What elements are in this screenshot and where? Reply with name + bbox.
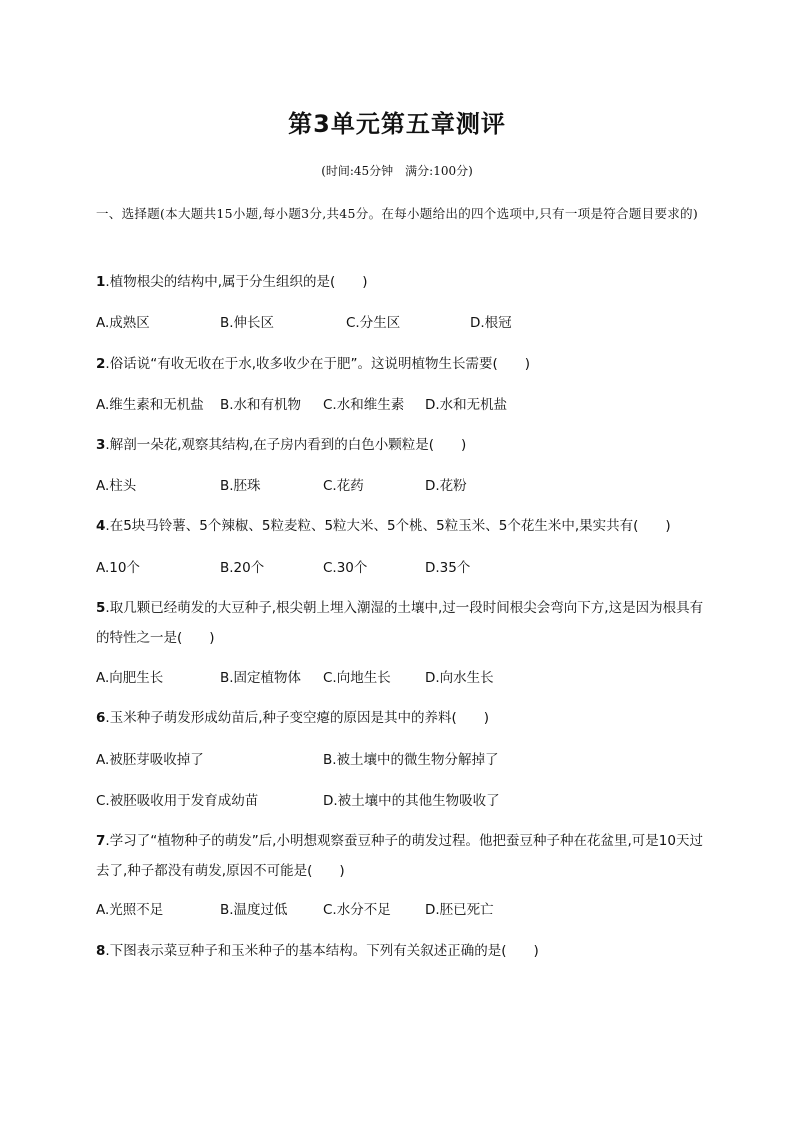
- option-a: A.柱头: [96, 478, 137, 494]
- option-b: B.伸长区: [220, 315, 275, 331]
- question-text: .玉米种子萌发形成幼苗后,种子变空瘪的原因是其中的养料( ): [105, 710, 490, 726]
- option-c: C.水分不足: [323, 902, 391, 918]
- question-number: 5: [96, 600, 106, 616]
- option-b: B.固定植物体: [220, 670, 302, 686]
- question-text: .解剖一朵花,观察其结构,在子房内看到的白色小颗粒是( ): [105, 437, 467, 453]
- question-number: 6: [96, 710, 106, 726]
- section-heading: 一、选择题(本大题共15小题,每小题3分,共45分。在每小题给出的四个选项中,只有一项是符合题目要求的): [96, 206, 699, 221]
- question-number: 2: [96, 356, 106, 372]
- question-text: .学习了“植物种子的萌发”后,小明想观察蚕豆种子的萌发过程。他把蚕豆种子种在花盆里,可是10天过去了,种子都没有萌发,原因不可能是( ): [96, 833, 703, 879]
- option-d: D.花粉: [425, 478, 467, 494]
- question-1: [96, 267, 706, 297]
- question-text: .取几颗已经萌发的大豆种子,根尖朝上埋入潮湿的土壤中,过一段时间根尖会弯向下方,这是因为根具有的特性之一是( ): [96, 600, 704, 646]
- question-4: [96, 511, 706, 541]
- option-b: B.胚珠: [220, 478, 261, 494]
- question-number: 8: [96, 943, 106, 959]
- option-a: A.维生素和无机盐: [96, 397, 204, 413]
- option-b: B.被土壤中的微生物分解掉了: [323, 752, 499, 768]
- option-d: D.根冠: [470, 315, 512, 331]
- option-d: D.向水生长: [425, 670, 494, 686]
- question-5: [96, 593, 706, 653]
- option-d: D.被土壤中的其他生物吸收了: [323, 793, 500, 809]
- option-b: B.20个: [220, 560, 265, 576]
- question-2: [96, 349, 706, 379]
- question-number: 3: [96, 437, 106, 453]
- option-b: B.温度过低: [220, 902, 288, 918]
- option-c: C.向地生长: [323, 670, 391, 686]
- option-a: A.光照不足: [96, 902, 164, 918]
- option-a: A.向肥生长: [96, 670, 164, 686]
- question-8: [96, 936, 706, 966]
- question-6: [96, 703, 706, 733]
- option-c: C.30个: [323, 560, 368, 576]
- option-b: B.水和有机物: [220, 397, 302, 413]
- option-a: A.成熟区: [96, 315, 150, 331]
- option-a: A.10个: [96, 560, 140, 576]
- question-text: .植物根尖的结构中,属于分生组织的是( ): [105, 274, 368, 290]
- option-c: C.被胚吸收用于发育成幼苗: [96, 793, 259, 809]
- option-d: D.35个: [425, 560, 471, 576]
- option-c: C.花药: [323, 478, 364, 494]
- page-title: 第3单元第五章测评: [288, 110, 506, 138]
- option-d: D.胚已死亡: [425, 902, 494, 918]
- question-number: 7: [96, 833, 106, 849]
- exam-info: (时间:45分钟 满分:100分): [321, 164, 473, 178]
- question-text: .俗话说“有收无收在于水,收多收少在于肥”。这说明植物生长需要( ): [105, 356, 531, 372]
- question-number: 1: [96, 274, 106, 290]
- question-7: [96, 826, 706, 886]
- option-a: A.被胚芽吸收掉了: [96, 752, 204, 768]
- option-c: C.水和维生素: [323, 397, 405, 413]
- question-text: .在5块马铃薯、5个辣椒、5粒麦粒、5粒大米、5个桃、5粒玉米、5个花生米中,果实共有( ): [105, 518, 671, 534]
- question-text: .下图表示菜豆种子和玉米种子的基本结构。下列有关叙述正确的是( ): [105, 943, 539, 959]
- question-number: 4: [96, 518, 106, 534]
- option-c: C.分生区: [346, 315, 401, 331]
- option-d: D.水和无机盐: [425, 397, 508, 413]
- question-3: [96, 430, 706, 460]
